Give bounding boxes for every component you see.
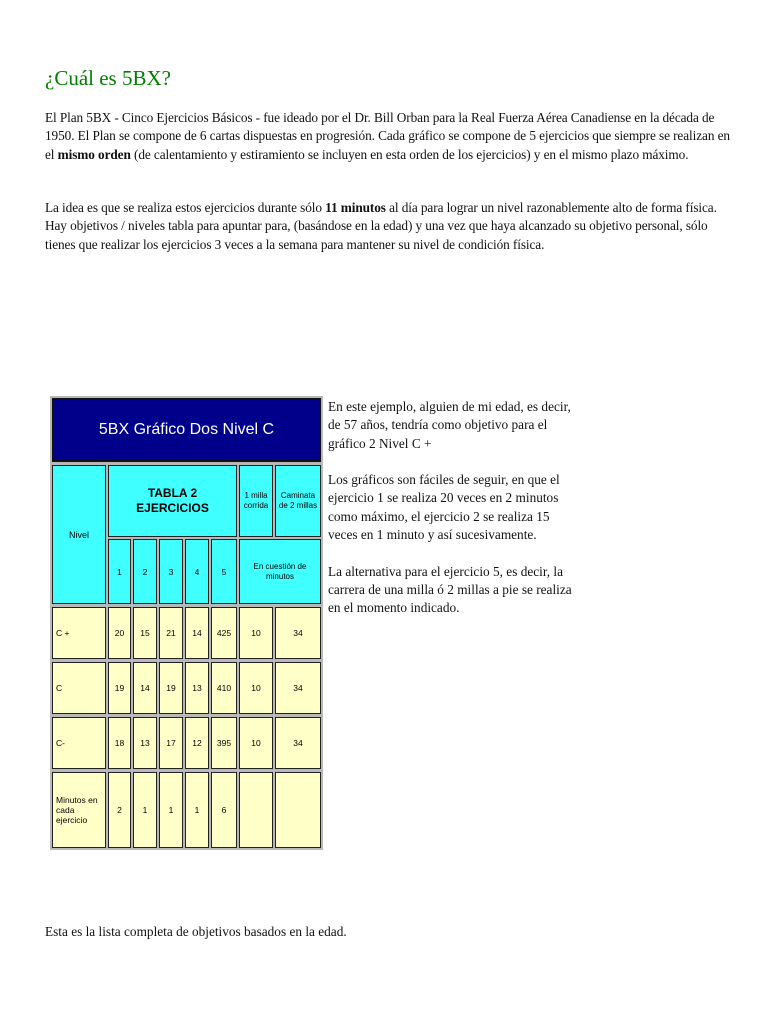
idea-text-start: La idea es que se realiza estos ejercicios durante sólo xyxy=(45,200,326,215)
value-cell: 19 xyxy=(108,662,131,714)
side-paragraph: Los gráficos son fáciles de seguir, en que el ejercicio 1 se realiza 20 veces en 2 minutos como máximo, el ejercicio 2 se realiza 15 veces en 1 minuto y así sucesivamente. xyxy=(328,472,560,543)
nivel-header: Nivel xyxy=(52,465,106,604)
caminata-header: Caminata de 2 millas xyxy=(275,465,321,537)
value-cell: 13 xyxy=(133,717,157,769)
value-cell: 34 xyxy=(275,662,321,714)
value-cell: 10 xyxy=(239,717,273,769)
value-cell: 14 xyxy=(185,607,209,659)
exercise-number: 3 xyxy=(159,539,183,604)
side-paragraph: En este ejemplo, alguien de mi edad, es decir, de 57 años, tendría como objetivo para el gráfico 2 Nivel C + xyxy=(328,399,571,451)
idea-text-end: al día para lograr un nivel razonablemente alto de forma física. Hay objetivos / niveles tabla para apuntar para, (basándose en la edad) y una vez que haya alcanzado su objetivo personal, sólo tienes que realizar los ejercicios 3 veces a la semana para mantener su nivel de condición física. xyxy=(45,200,717,252)
exercise-number: 5 xyxy=(211,539,237,604)
value-cell: 17 xyxy=(159,717,183,769)
level-cell: C + xyxy=(52,607,106,659)
tabla-header: TABLA 2 EJERCICIOS xyxy=(108,465,237,537)
value-cell: 20 xyxy=(108,607,131,659)
value-cell: 1 xyxy=(133,772,157,848)
exercise-number: 4 xyxy=(185,539,209,604)
value-cell: 15 xyxy=(133,607,157,659)
value-cell: 2 xyxy=(108,772,131,848)
value-cell: 34 xyxy=(275,717,321,769)
value-cell: 10 xyxy=(239,607,273,659)
exercise-number: 1 xyxy=(108,539,131,604)
idea-paragraph xyxy=(45,199,735,254)
value-cell: 425 xyxy=(211,607,237,659)
value-cell: 19 xyxy=(159,662,183,714)
value-cell: 12 xyxy=(185,717,209,769)
value-cell: 10 xyxy=(239,662,273,714)
bottom-paragraph: Esta es la lista completa de objetivos basados en la edad. xyxy=(45,924,347,939)
page-title: ¿Cuál es 5BX? xyxy=(45,66,171,90)
level-cell: C xyxy=(52,662,106,714)
value-cell: 21 xyxy=(159,607,183,659)
value-cell: 14 xyxy=(133,662,157,714)
intro-paragraph xyxy=(45,109,735,164)
chart-title: 5BX Gráfico Dos Nivel C xyxy=(52,398,321,462)
level-cell: C- xyxy=(52,717,106,769)
value-cell: 410 xyxy=(211,662,237,714)
milla-header: 1 milla corrida xyxy=(239,465,273,537)
chart-image-5bx xyxy=(50,396,323,850)
value-cell: 34 xyxy=(275,607,321,659)
intro-text-end: (de calentamiento y estiramiento se incluyen en esta orden de los ejercicios) y en el mismo plazo máximo. xyxy=(130,146,689,162)
value-cell: 1 xyxy=(185,772,209,848)
side-text xyxy=(328,398,578,636)
intro-text-start: El Plan 5BX - Cinco Ejercicios Básicos - fue ideado por el Dr. Bill Orban para la Real Fuerza Aérea Canadiense en la década de 1950. El Plan se compone de 6 cartas dispuestas en progresión. Cada gráfico se compone de 5 ejercicios que siempre se realizan en el xyxy=(45,110,730,162)
minutos-header: En cuestión de minutos xyxy=(239,539,321,604)
idea-bold-text: 11 minutos xyxy=(325,200,386,215)
value-cell: 18 xyxy=(108,717,131,769)
value-cell: 1 xyxy=(159,772,183,848)
exercise-number: 2 xyxy=(133,539,157,604)
value-cell: 6 xyxy=(211,772,237,848)
value-cell xyxy=(275,772,321,848)
value-cell: 13 xyxy=(185,662,209,714)
side-paragraph: La alternativa para el ejercicio 5, es decir, la carrera de una milla ó 2 millas a pie se realiza en el momento indicado. xyxy=(328,563,572,616)
value-cell: 395 xyxy=(211,717,237,769)
intro-bold-text: mismo orden xyxy=(57,146,131,162)
value-cell xyxy=(239,772,273,848)
level-cell: Minutos en cada ejercicio xyxy=(52,772,106,848)
